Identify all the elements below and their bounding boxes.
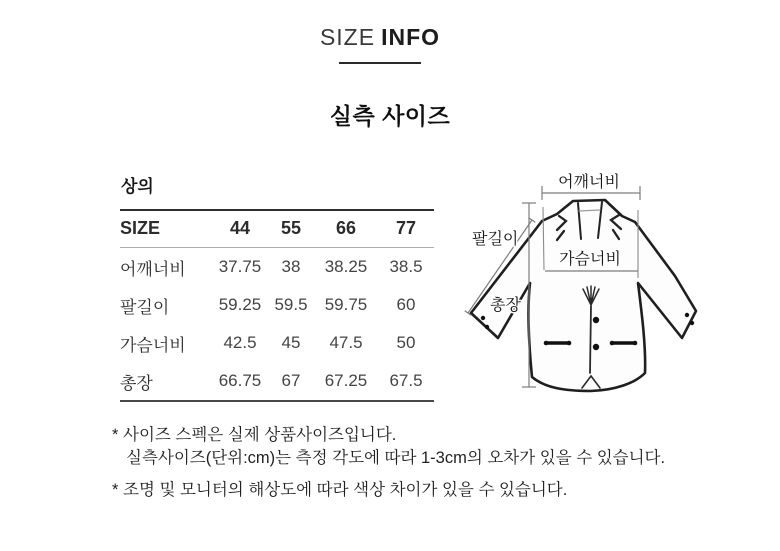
- row-value: 42.5: [223, 333, 257, 352]
- row-value: 45: [281, 333, 301, 352]
- pocket-right-dot-b: [633, 341, 638, 346]
- section-header: [0, 24, 760, 64]
- row-label: 가슴너비: [120, 335, 186, 355]
- cuff-right-button-b: [690, 321, 694, 325]
- cuff-right-button-a: [685, 313, 689, 317]
- row-value: 60: [396, 295, 416, 314]
- label-chest-width: 가슴너비: [559, 251, 621, 268]
- cuff-left-button-b: [485, 325, 489, 329]
- sleeve-tick-top: [529, 218, 536, 223]
- footnotes: [112, 424, 752, 502]
- table-row: [120, 248, 434, 287]
- size-header-cell: SIZE: [120, 210, 212, 248]
- row-label: 팔길이: [120, 297, 170, 317]
- label-shoulder-width: 어깨너비: [558, 174, 620, 191]
- label-sleeve-length: 팔길이: [472, 231, 519, 248]
- row-value: 38.25: [324, 257, 368, 276]
- row-value: 67.25: [324, 371, 368, 390]
- placket-line: [590, 306, 591, 373]
- row-value: 38.5: [389, 257, 423, 276]
- size-table-header-row: [120, 210, 434, 248]
- pocket-right-dot-a: [610, 341, 615, 346]
- footnote-3: * 조명 및 모니터의 해상도에 따라 색상 차이가 있을 수 있습니다.: [112, 481, 568, 499]
- size-col-55: 55: [268, 210, 314, 248]
- row-value: 67: [281, 371, 301, 390]
- jacket-outline: [471, 200, 696, 391]
- size-col-66: 66: [314, 210, 378, 248]
- cuff-left-button-a: [481, 316, 485, 320]
- table-row: [120, 286, 434, 324]
- pocket-left-dot-b: [567, 341, 572, 346]
- label-total-length: 총장: [490, 297, 521, 314]
- row-label: 총장: [120, 373, 153, 393]
- row-value: 59.75: [324, 295, 368, 314]
- title-underline: [339, 62, 421, 64]
- row-value: 50: [396, 333, 416, 352]
- front-button-top: [593, 317, 599, 323]
- title-word-size: SIZE: [319, 24, 376, 50]
- row-value: 47.5: [329, 333, 363, 352]
- row-value: 66.75: [218, 371, 262, 390]
- size-table: [120, 209, 434, 402]
- row-value: 59.25: [218, 295, 262, 314]
- front-button-bottom: [593, 344, 599, 350]
- jacket-diagram: [450, 150, 780, 440]
- footnote-1: * 사이즈 스펙은 실제 상품사이즈입니다.: [112, 426, 397, 444]
- table-row: [120, 362, 434, 401]
- row-value: 38: [281, 257, 301, 276]
- row-value: 37.75: [218, 257, 262, 276]
- page-title: [0, 24, 760, 51]
- subtitle: 실측 사이즈: [329, 103, 451, 129]
- footnote-2: 실측사이즈(단위:cm)는 측정 각도에 따라 1-3cm의 오차가 있을 수 있습니다.: [126, 449, 666, 467]
- garment-section-label: 상의: [121, 177, 154, 196]
- row-label: 어깨너비: [120, 259, 186, 279]
- table-row: [120, 324, 434, 362]
- row-value: 67.5: [389, 371, 423, 390]
- row-value: 59.5: [274, 295, 308, 314]
- title-word-info: INFO: [381, 24, 441, 50]
- size-col-44: 44: [212, 210, 268, 248]
- size-col-77: 77: [378, 210, 434, 248]
- pocket-left-dot-a: [544, 341, 549, 346]
